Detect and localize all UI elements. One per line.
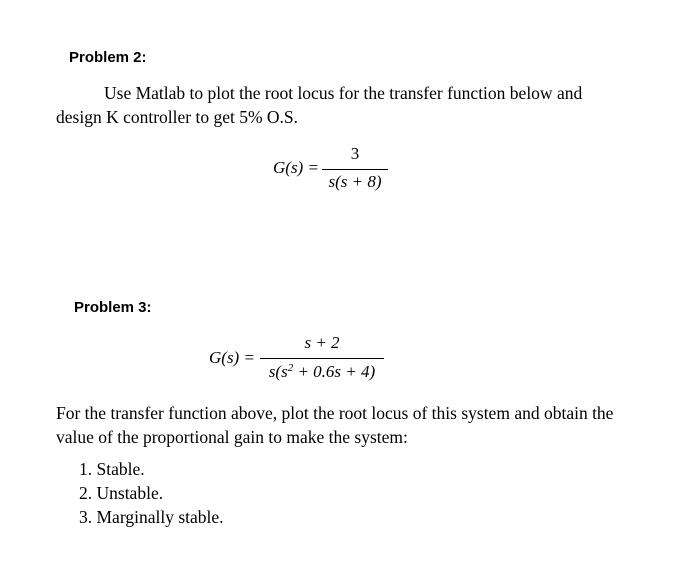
problem-3-denominator-post: + 0.6s + 4) xyxy=(293,362,376,381)
problem-3-heading: Problem 3: xyxy=(74,299,152,316)
problem-3-denominator-exponent: 2 xyxy=(287,362,294,374)
list-item: 3. Marginally stable. xyxy=(79,507,224,527)
problem-3-fraction xyxy=(260,333,384,387)
problem-2-heading: Problem 2: xyxy=(69,49,147,66)
problem-2-numerator: 3 xyxy=(350,144,360,163)
list-item: 1. Stable. xyxy=(79,459,145,479)
problem-3-denominator-pre: s(s xyxy=(268,362,288,381)
problem-3-list xyxy=(79,457,224,529)
problem-2-equation-lhs: G(s) = xyxy=(273,158,319,177)
problem-2-fraction-bar xyxy=(322,169,388,170)
list-item: 2. Unstable. xyxy=(79,483,164,503)
problem-3-equation-lhs: G(s) = xyxy=(209,348,255,367)
problem-3-numerator: s + 2 xyxy=(304,333,340,352)
problem-3-fraction-bar xyxy=(260,358,384,359)
problem-2-denominator: s(s + 8) xyxy=(328,172,382,191)
problem-2-text-line-2: design K controller to get 5% O.S. xyxy=(56,107,299,127)
problem-3-denominator xyxy=(260,362,384,382)
problem-2-fraction xyxy=(322,144,388,196)
problem-2-text-line-1: Use Matlab to plot the root locus for the transfer function below and xyxy=(104,83,583,103)
problem-3-text-line-2: value of the proportional gain to make the system: xyxy=(56,427,408,447)
problem-3-text-line-1: For the transfer function above, plot the root locus of this system and obtain the xyxy=(56,403,614,423)
